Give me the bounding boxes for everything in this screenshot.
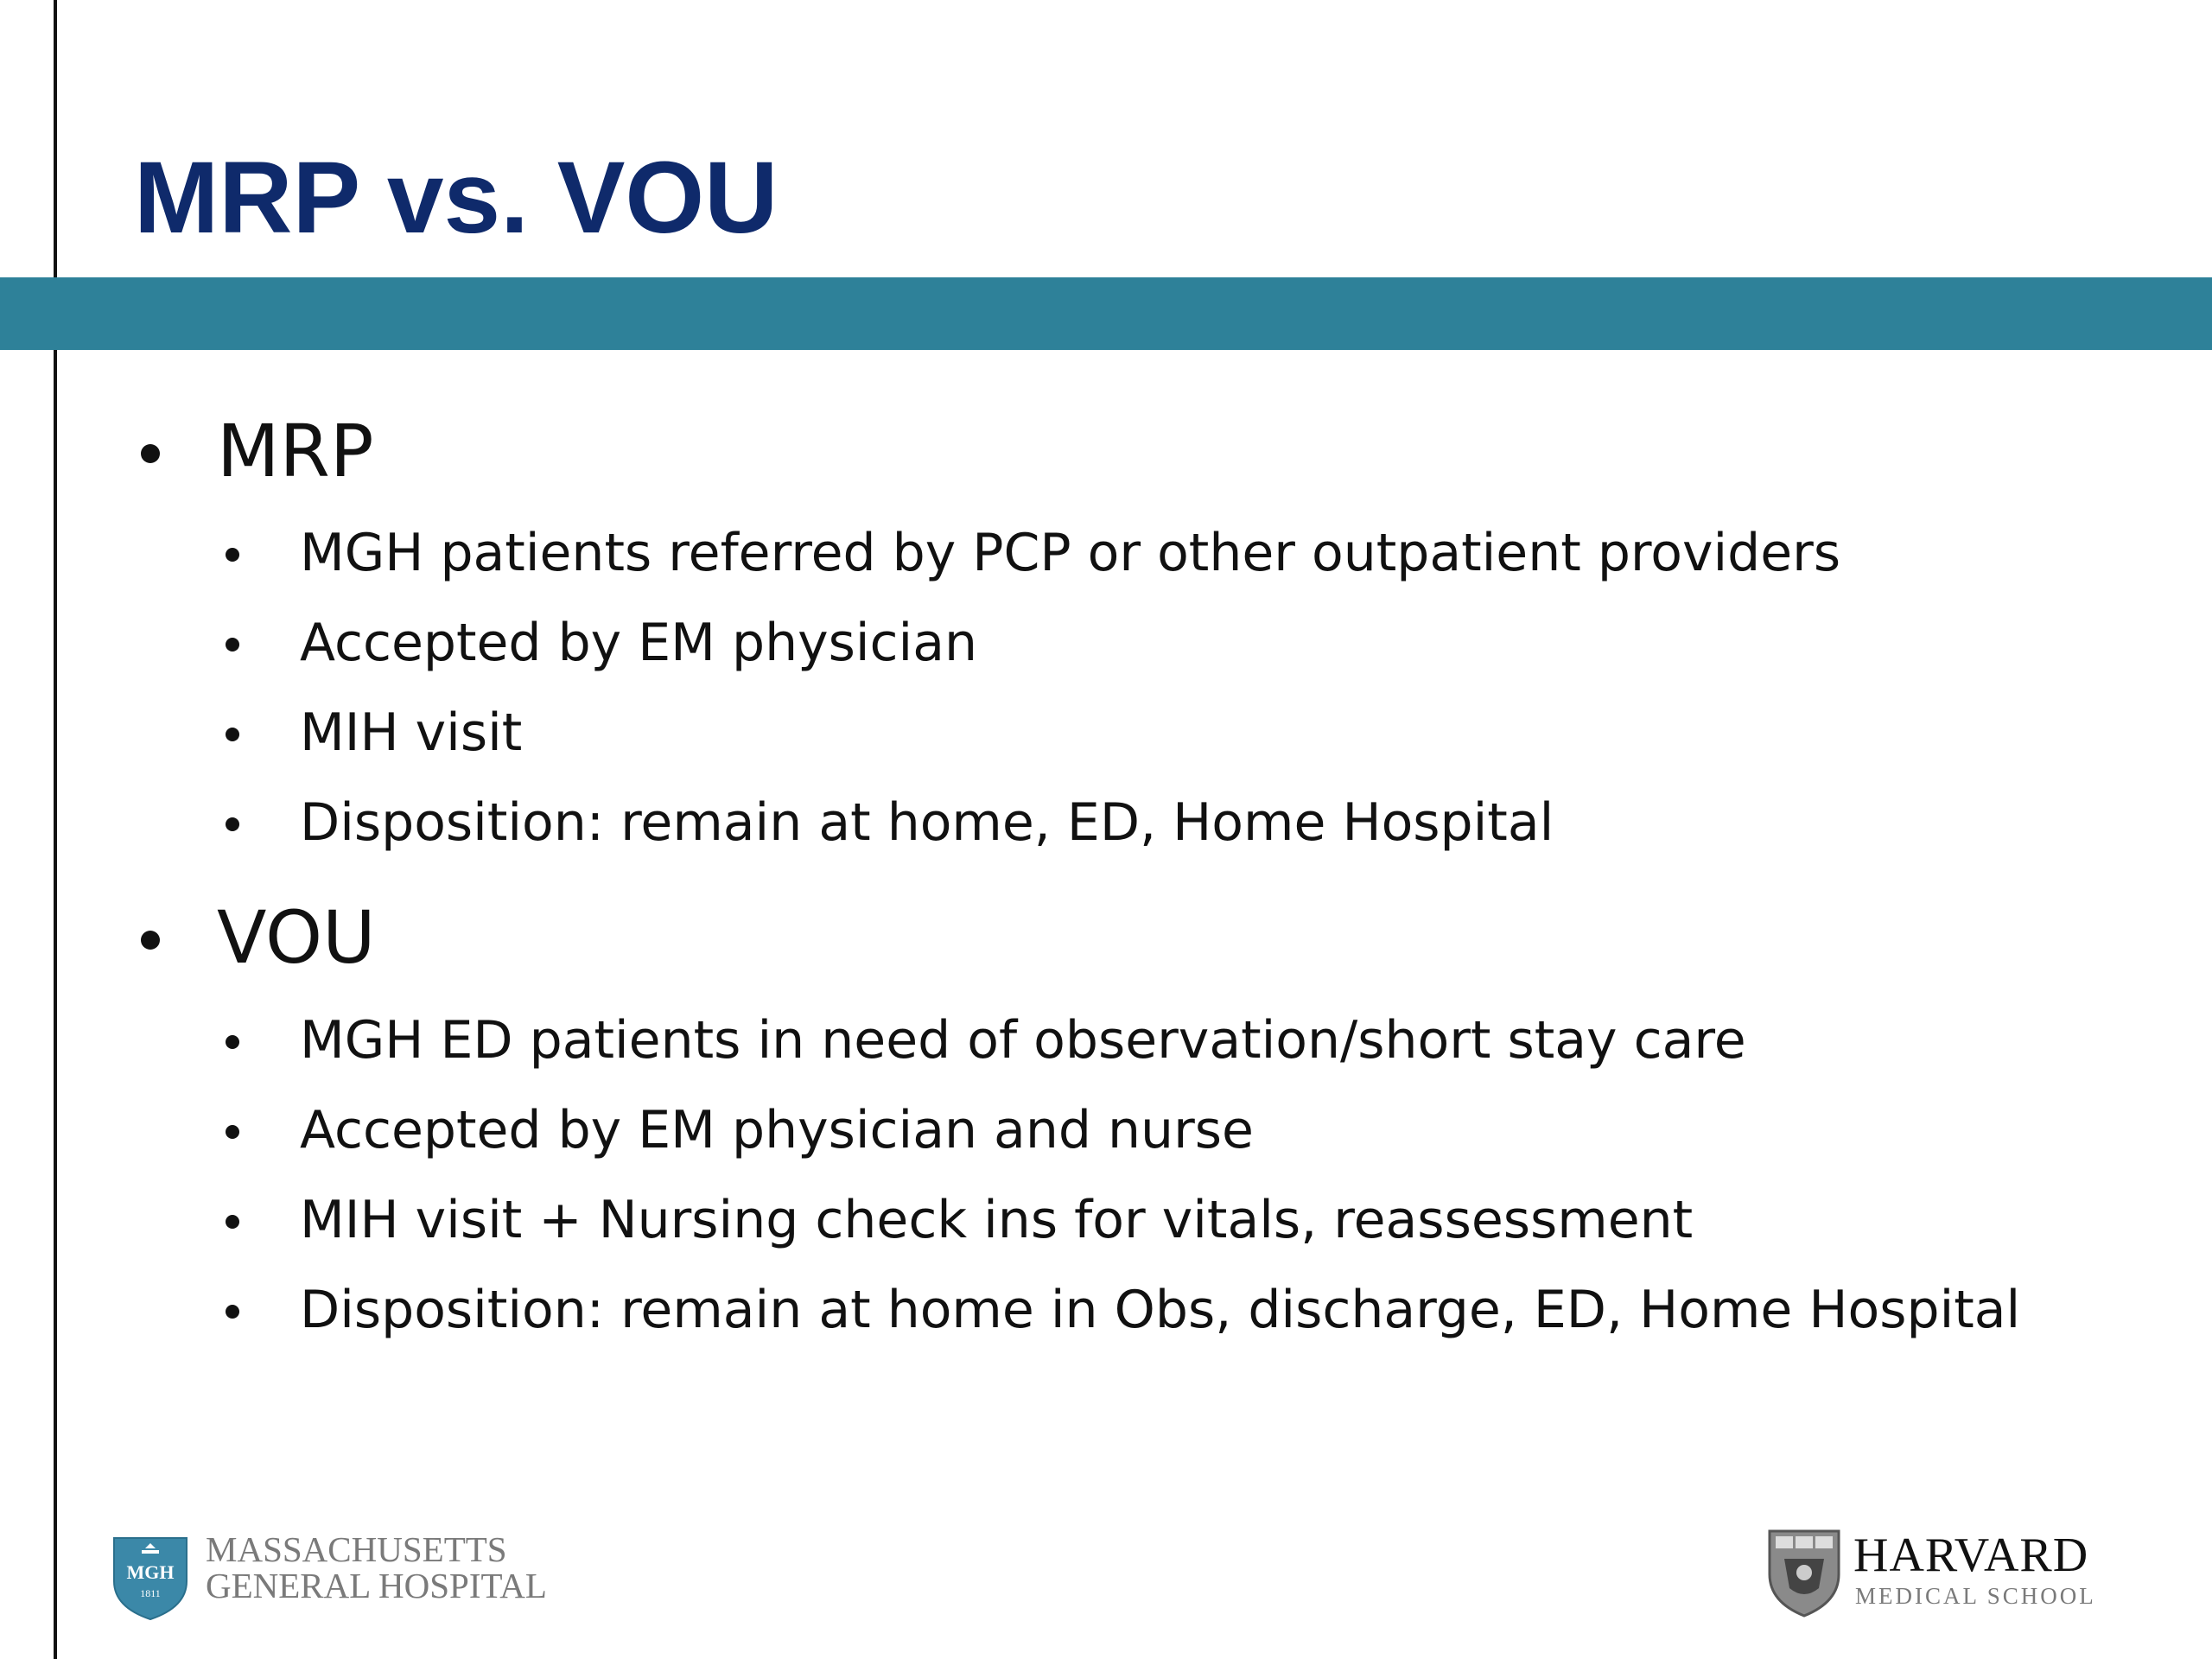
- mgh-logo: [111, 1531, 560, 1626]
- left-vertical-rule: [54, 0, 57, 1659]
- list-item-text: Accepted by EM physician: [300, 613, 977, 673]
- bullet-dot: [226, 548, 239, 562]
- section-heading-mrp: [217, 409, 374, 493]
- mgh-shield-year: 1811: [140, 1587, 161, 1599]
- list-item-text: Disposition: remain at home in Obs, discharge, ED, Home Hospital: [300, 1280, 2021, 1340]
- bullet-dot: [226, 1125, 239, 1139]
- bullet-dot: [141, 444, 160, 463]
- title-band: [0, 277, 2212, 350]
- hms-subtitle: MEDICAL SCHOOL: [1855, 1583, 2096, 1609]
- hms-logo: [1767, 1526, 2113, 1630]
- bullet-dot: [226, 817, 239, 831]
- bullet-dot: [226, 638, 239, 652]
- section-heading-label: VOU: [217, 895, 376, 980]
- hms-shield-icon: [1767, 1528, 1841, 1618]
- section-heading-vou: [217, 895, 376, 980]
- list-item: [300, 1100, 1254, 1160]
- bullet-dot: [226, 1215, 239, 1229]
- section-heading-label: MRP: [217, 409, 374, 493]
- mgh-shield-icon: [111, 1531, 190, 1621]
- mgh-line2: GENERAL HOSPITAL: [206, 1566, 547, 1605]
- list-item: [300, 523, 1841, 583]
- bullet-dot: [226, 1035, 239, 1049]
- list-item: [300, 613, 977, 673]
- list-item-text: MIH visit: [300, 702, 523, 763]
- list-item: [300, 702, 523, 763]
- bullet-dot: [226, 728, 239, 741]
- list-item-text: MIH visit + Nursing check ins for vitals, reassessment: [300, 1190, 1694, 1250]
- hms-name: HARVARD: [1853, 1529, 2089, 1582]
- mgh-line1: MASSACHUSETTS: [206, 1529, 507, 1569]
- bullet-dot: [226, 1305, 239, 1319]
- slide-title: MRP vs. VOU: [134, 141, 779, 255]
- mgh-shield-text: MGH: [126, 1561, 175, 1583]
- list-item-text: Accepted by EM physician and nurse: [300, 1100, 1254, 1160]
- list-item-text: MGH patients referred by PCP or other outpatient providers: [300, 523, 1841, 583]
- bullet-dot: [141, 931, 160, 950]
- mgh-wordmark: [206, 1531, 547, 1604]
- list-item-text: MGH ED patients in need of observation/short stay care: [300, 1010, 1746, 1071]
- list-item: [300, 1010, 1746, 1071]
- list-item: [300, 792, 1554, 853]
- list-item: [300, 1190, 1694, 1250]
- list-item: [300, 1280, 2021, 1340]
- list-item-text: Disposition: remain at home, ED, Home Hospital: [300, 792, 1554, 853]
